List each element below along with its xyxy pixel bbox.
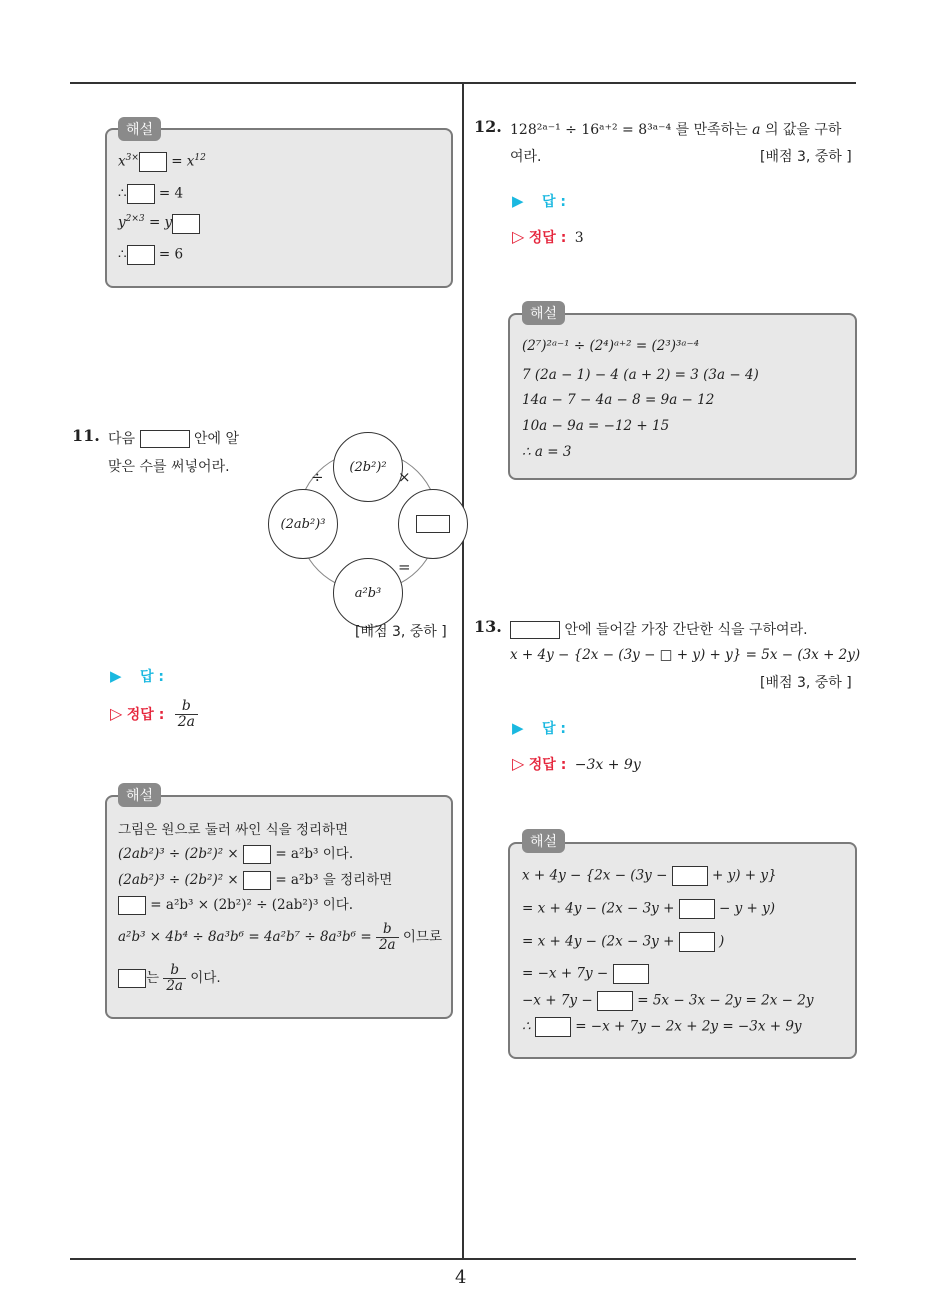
q13-number: 13.: [474, 617, 502, 636]
q11-prompt-line2: 맞은 수를 써넣어라.: [108, 459, 230, 475]
fraction: $\frac{b}{2a}$: [163, 963, 186, 994]
q13-sol-line1: x + 4y − {2x − (3y − + y) + y}: [522, 866, 777, 886]
q11-answer-row: ▶ 답 :: [110, 667, 164, 685]
q12-sol-line1: (2⁷)²ᵃ⁻¹ ÷ (2⁴)ᵃ⁺² = (2³)³ᵃ⁻⁴: [522, 338, 700, 354]
q11-diagram-blank: [416, 515, 450, 533]
q11-op-equals: =: [398, 558, 411, 576]
q11-sol-line6: 는 $\frac{b}{2a}$ 이다.: [118, 963, 221, 994]
q12-sol-line5: ∴ a = 3: [522, 444, 572, 460]
q12-number: 12.: [474, 117, 502, 136]
q10-solution-tag: 해설: [118, 117, 161, 141]
q13-points: [배점 3, 중하 ]: [760, 675, 852, 691]
q11-correct-fraction: $\frac{b}{2a}$: [175, 699, 198, 731]
bottom-rule: [70, 1258, 856, 1260]
blank-box: [118, 896, 146, 915]
q12-sol-line3: 14a − 7 − 4a − 8 = 9a − 12: [522, 392, 715, 408]
q11-circle-top: (2b²)²: [333, 432, 403, 502]
q13-sol-line2: = x + 4y − (2x − 3y + − y + y): [522, 899, 775, 919]
play-arrow-icon: ▶: [110, 667, 122, 685]
q13-solution-tag: 해설: [522, 829, 565, 853]
blank-box: [243, 845, 271, 864]
q11-solution-tag: 해설: [118, 783, 161, 807]
q11-prompt-line1: 다음 안에 알: [108, 431, 239, 447]
q13-sol-line4: = −x + 7y −: [522, 964, 649, 984]
q11-prompt-blank: [140, 430, 190, 448]
blank-box: [127, 184, 155, 204]
play-arrow-icon: ▶: [512, 719, 524, 737]
q13-answer-row: ▶ 답 :: [512, 719, 566, 737]
q10-sol-line1: $x^{3\times} = x^{12}$: [118, 152, 206, 172]
q12-answer-row: ▶ 답 :: [512, 192, 566, 210]
blank-box: [597, 991, 633, 1011]
page-number: 4: [455, 1267, 467, 1288]
q12-sol-line4: 10a − 9a = −12 + 15: [522, 418, 670, 434]
q10-sol-line4: ∴ = 6: [118, 245, 183, 265]
q10-sol-line2: ∴ = 4: [118, 184, 183, 204]
blank-box: [139, 152, 167, 172]
q11-op-multiply: ×: [398, 468, 411, 486]
play-arrow-icon: ▶: [512, 192, 524, 210]
blank-box: [613, 964, 649, 984]
q11-op-divide: ÷: [311, 468, 324, 486]
q11-sol-line3: (2ab²)³ ÷ (2b²)² × = a²b³ 을 정리하면: [118, 872, 393, 888]
q11-circle-right: [398, 489, 468, 559]
q10-sol-line3: $y^{2\times 3} = y$: [118, 214, 200, 234]
q11-points: [배점 3, 중하 ]: [355, 624, 447, 640]
q13-sol-line5: −x + 7y − = 5x − 3x − 2y = 2x − 2y: [522, 991, 813, 1011]
blank-box: [127, 245, 155, 265]
q11-sol-line5: a²b³ × 4b⁴ ÷ 8a³b⁶ = 4a²b⁷ ÷ 8a³b⁶ = $\frac{b}{2a}$ 이므로: [118, 921, 443, 953]
q13-equation: x + 4y − {2x − (3y − □ + y) + y} = 5x − (3x + 2y): [510, 647, 861, 663]
q12-solution-tag: 해설: [522, 301, 565, 325]
q13-prompt-line1: 안에 들어갈 가장 간단한 식을 구하여라.: [510, 619, 808, 639]
blank-box: [243, 871, 271, 890]
blank-box: [672, 866, 708, 886]
q11-circle-bottom: a²b³: [333, 558, 403, 628]
q11-sol-line4: = a²b³ × (2b²)² ÷ (2ab²)³ 이다.: [118, 893, 353, 915]
outline-arrow-icon: ▷: [512, 754, 525, 773]
q13-correct-row: ▷ 정답 : −3x + 9y: [512, 754, 641, 773]
q13-prompt-blank: [510, 621, 560, 639]
blank-box: [679, 932, 715, 952]
blank-box: [535, 1017, 571, 1037]
outline-arrow-icon: ▷: [512, 227, 525, 246]
outline-arrow-icon: ▷: [110, 703, 123, 723]
column-divider: [462, 84, 464, 1259]
q12-points: [배점 3, 중하 ]: [760, 149, 852, 165]
q11-sol-line1: 그림은 원으로 둘러 싸인 식을 정리하면: [118, 822, 349, 838]
q12-correct-row: ▷ 정답 : 3: [512, 227, 584, 246]
blank-box: [679, 899, 715, 919]
blank-box: [118, 969, 146, 988]
q11-sol-line2: (2ab²)³ ÷ (2b²)² × = a²b³ 이다.: [118, 846, 354, 862]
q11-circle-left: (2ab²)³: [268, 489, 338, 559]
fraction: $\frac{b}{2a}$: [376, 922, 399, 953]
q13-sol-line6: ∴ = −x + 7y − 2x + 2y = −3x + 9y: [522, 1017, 802, 1037]
q13-sol-line3: = x + 4y − (2x − 3y + ): [522, 932, 724, 952]
q12-prompt-line2: 여라.: [510, 149, 542, 165]
q11-correct-row: ▷ 정답 : $\frac{b}{2a}$: [110, 699, 198, 731]
blank-box: [172, 214, 200, 234]
q12-sol-line2: 7 (2a − 1) − 4 (a + 2) = 3 (3a − 4): [522, 367, 759, 383]
q11-number: 11.: [72, 426, 100, 445]
q12-prompt-line1: 128²ᵃ⁻¹ ÷ 16ᵃ⁺² = 8³ᵃ⁻⁴ 를 만족하는 a 의 값을 구하: [510, 122, 842, 138]
